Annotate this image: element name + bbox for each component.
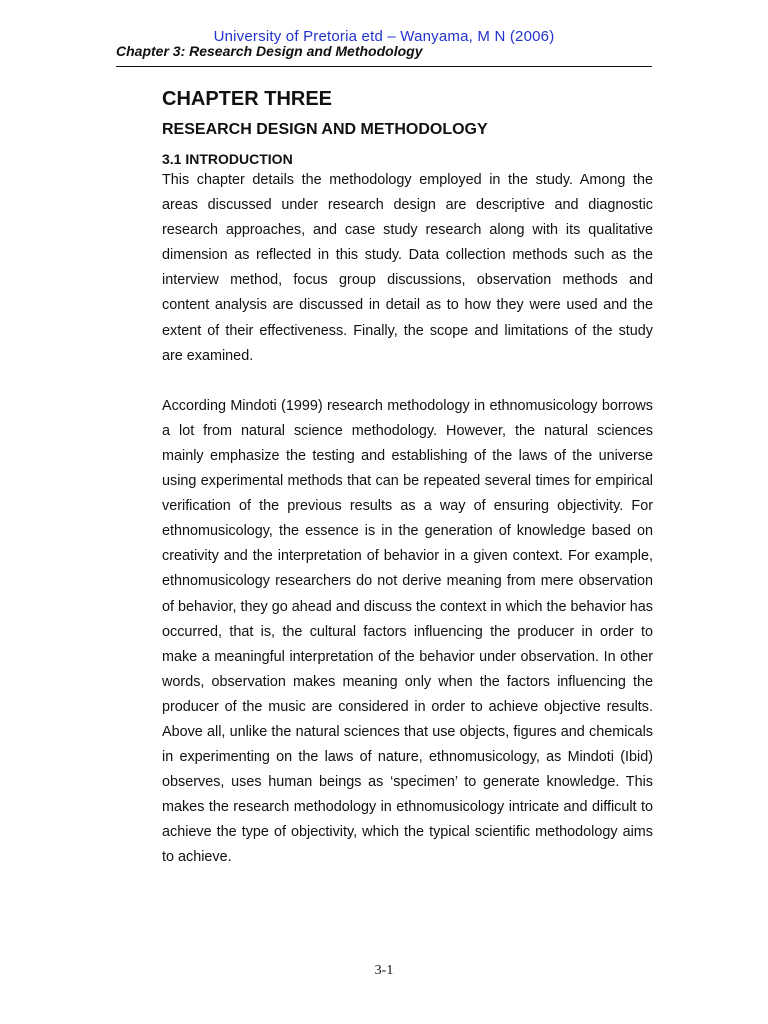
paragraph-methodology: According Mindoti (1999) research methodology in ethnomusicology borrows a lot from natural science methodology. However, the natural sciences mainly emphasize the testing and establishing of the laws of the universe using experimental methods that can be repeated several times for empirical verification of the previous results as a way of ensuring objectivity. For ethnomusicology, the essence is in the generation of knowledge based on creativity and the interpretation of behavior in a given context. For example, ethnomusicology researchers do not derive meaning from mere observation of behavior, they go ahead and discuss the context in which the behavior has occurred, that is, the cultural factors influencing the producer in order to make a meaningful interpretation of the behavior under observation. In other words, observation makes meaning only when the factors influencing the producer of the music are considered in order to achieve objective results. Above all, unlike the natural sciences that use objects, figures and chemicals in experimenting on the laws of nature, ethnomusicology, as Mindoti (Ibid) observes, uses human beings as ‘specimen’ to generate knowledge. This makes the research methodology in ethnomusicology intricate and difficult to achieve the type of objectivity, which the typical scientific methodology aims to achieve. (162, 397, 653, 866)
watermark-text: University of Pretoria etd – Wanyama, M N (2006) (213, 28, 555, 45)
section-heading: 3.1 INTRODUCTION (162, 151, 293, 167)
page-number: 3-1 (374, 963, 394, 978)
header-divider (116, 66, 652, 67)
chapter-subtitle: RESEARCH DESIGN AND METHODOLOGY (162, 121, 488, 138)
page-body (162, 87, 653, 871)
chapter-title: CHAPTER THREE (162, 88, 333, 110)
running-header: Chapter 3: Research Design and Methodology (116, 43, 423, 59)
paragraph-introduction: This chapter details the methodology employed in the study. Among the areas discussed under research design are descriptive and diagnostic research approaches, and case study research along with its qualitative dimension as reflected in this study. Data collection methods such as the interview method, focus group discussions, observation methods and content analysis are discussed in detail as to how they were used and the extent of their effectiveness. Finally, the scope and limitations of the study are examined. (162, 172, 653, 364)
